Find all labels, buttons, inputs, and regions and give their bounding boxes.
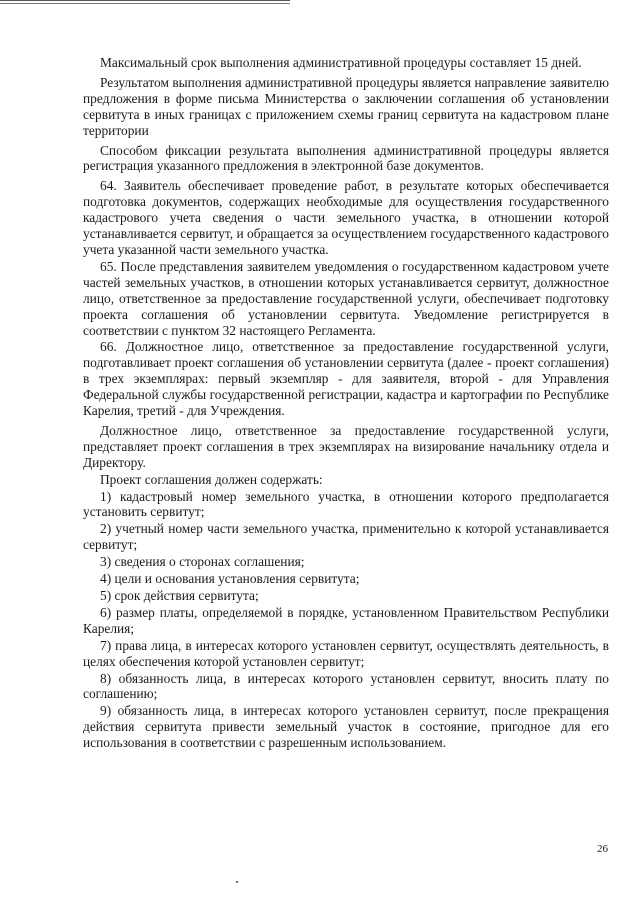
list-item: 1) кадастровый номер земельного участка, в отношении которого предполагается установить сервитут;	[83, 488, 609, 520]
paragraph-item-66: 66. Должностное лицо, ответственное за предоставление государственной услуги, подготавливает проект соглашения об установлении сервитута (далее - проект соглашения) в трех экземплярах: первый экземпляр - для заявителя, второй - для Управления Федеральной службы государственной регистрации, кадастра и картографии по Республике Карелия, третий - для Учреждения.	[83, 339, 609, 419]
paragraph-procedure-result: Результатом выполнения административной процедуры является направление заявителю предложения в форме письма Министерства о заключении соглашения об установлении сервитута в иных границах с приложением схемы границ сервитута на кадастровом плане территории	[83, 74, 609, 138]
list-item: 9) обязанность лица, в интересах которого установлен сервитут, после прекращения действия сервитута привести земельный участок в состояние, пригодное для его использования в соответствии с разрешенным использованием.	[83, 703, 609, 751]
list-item: 2) учетный номер части земельного участка, применительно к которой устанавливается сервитут;	[83, 521, 609, 553]
paragraph-max-term: Максимальный срок выполнения административной процедуры составляет 15 дней.	[100, 55, 582, 70]
top-rule	[0, 0, 290, 4]
list-item: 3) сведения о сторонах соглашения;	[100, 554, 305, 570]
page-number: 26	[597, 843, 608, 855]
paragraph-result-fixation: Способом фиксации результата выполнения административной процедуры является регистрация указанного предложения в электронной базе документов.	[83, 142, 609, 174]
paragraph-item-65: 65. После представления заявителем уведомления о государственном кадастровом учете частей земельных участков, в отношении которых устанавливается сервитут, должностное лицо, ответственное за предоставление государственной услуги, обеспечивает подготовку проекта соглашения об установлении сервитута. Уведомление регистрируется в соответствии с пунктом 32 настоящего Регламента.	[83, 258, 609, 338]
paragraph-item-64: 64. Заявитель обеспечивает проведение работ, в результате которых обеспечивается подготовка документов, содержащих необходимые для осуществления государственного кадастрового учета сведения о части земельного участка, в отношении которой устанавливается сервитут, и обращается за осуществлением государственного кадастрового учета указанной части земельного участка.	[83, 178, 609, 257]
document-body	[83, 55, 609, 752]
paragraph-draft-review: Должностное лицо, ответственное за предоставление государственной услуги, представляет проект соглашения в трех экземплярах на визирование начальнику отдела и Директору.	[83, 422, 609, 470]
paragraph-draft-contents-intro: Проект соглашения должен содержать:	[100, 471, 323, 487]
list-item: 8) обязанность лица, в интересах которого установлен сервитут, вносить плату по соглашению;	[83, 670, 609, 702]
list-item: 4) цели и основания установления сервитута;	[100, 571, 360, 587]
scan-speck	[236, 881, 238, 883]
list-item: 6) размер платы, определяемой в порядке, установленном Правительством Республики Карелия;	[83, 604, 609, 636]
list-item: 7) права лица, в интересах которого установлен сервитут, осуществлять деятельность, в целях обеспечения которой установлен сервитут;	[83, 637, 609, 669]
list-item: 5) срок действия сервитута;	[100, 588, 259, 603]
